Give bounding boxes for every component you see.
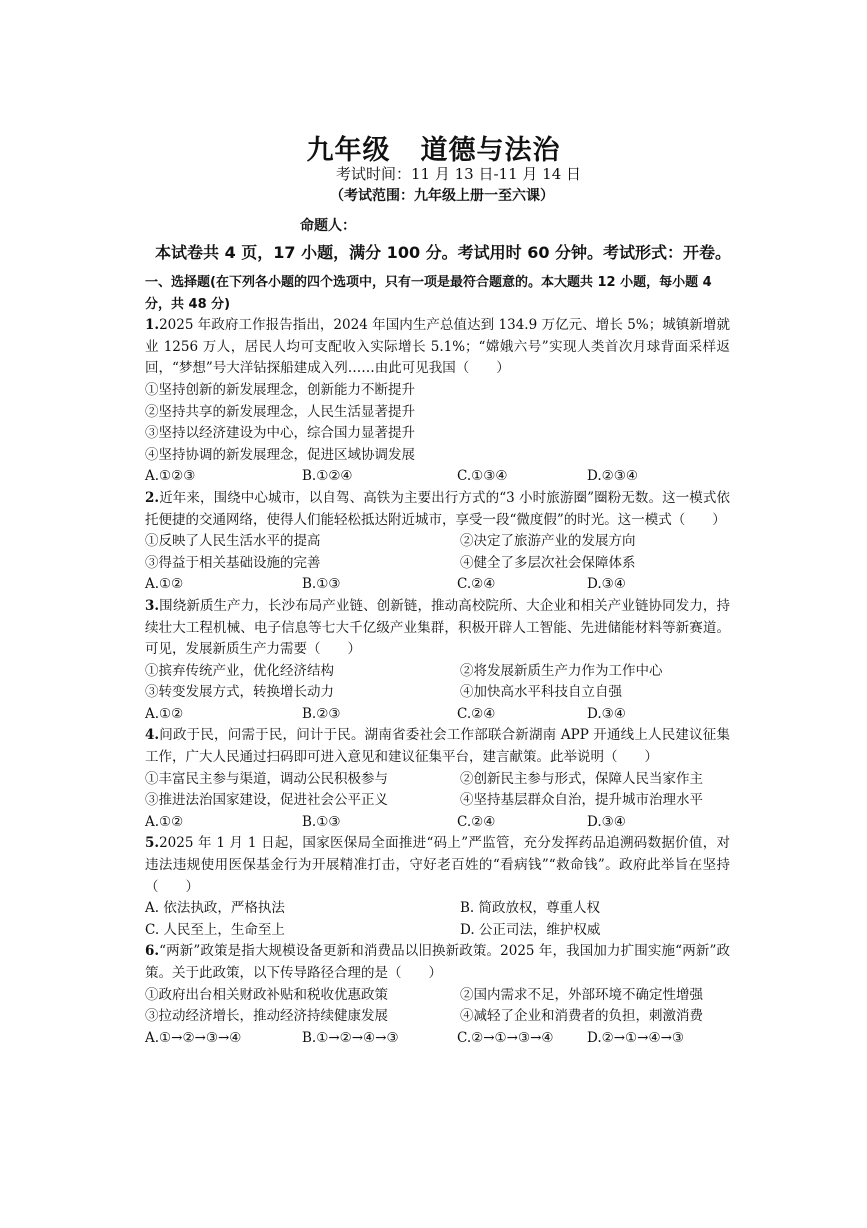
- question-3: [145, 596, 730, 726]
- option-row: [145, 574, 730, 596]
- question-number: 6.: [145, 943, 160, 960]
- option-a: A.①②③: [145, 468, 196, 485]
- question-stem: [145, 488, 730, 531]
- option-c: C.②④: [457, 576, 496, 593]
- question-number: 1.: [145, 317, 160, 334]
- question-number: 3.: [145, 597, 160, 614]
- author-label: 命题人：: [300, 218, 356, 234]
- statement: ③推进法治国家建设，促进社会公平正义: [145, 792, 388, 809]
- question-stem: [145, 833, 730, 898]
- statement-grid: [145, 531, 730, 574]
- option-row: [145, 704, 730, 726]
- question-text: 问政于民，问需于民，问计于民。湖南省委社会工作部联合新湖南 APP 开通线上人民建议征集工作，广大人民通过扫码即可进入意见和建议征集平台，建言献策。此举说明（ ）: [145, 727, 730, 766]
- question-2: [145, 488, 730, 596]
- option-c: C.②④: [457, 813, 496, 830]
- statement: ④加快高水平科技自立自强: [460, 684, 622, 701]
- option-a: A.①②: [145, 576, 184, 593]
- statement: ①摈弃传统产业，优化经济结构: [145, 662, 334, 679]
- option-d: D. 公正司法，维护权威: [460, 921, 601, 938]
- exam-time: 考试时间：11 月 13 日-11 月 14 日: [336, 165, 582, 183]
- option-row: [145, 812, 730, 834]
- option-c: C.②→①→③→④: [457, 1029, 554, 1046]
- question-stem: [145, 315, 730, 380]
- question-text: 2025 年政府工作报告指出，2024 年国内生产总值达到 134.9 万亿元、增长 5%；城镇新增就业 1256 万人，居民人均可支配收入实际增长 5.1%；“嫦娥六号”实现人类首次月球背面采样返回，“梦想”号大洋钻探船建成入列……由此可见我国（ ）: [145, 317, 730, 377]
- question-text: 近年来，围绕中心城市，以自驾、高铁为主要出行方式的“3 小时旅游圈”圈粉无数。这一模式依托便捷的交通网络，使得人们能轻松抵达附近城市，享受一段“微度假”的时光。这一模式（ ）: [145, 489, 730, 528]
- statement: ④坚持基层群众自治，提升城市治理水平: [460, 792, 703, 809]
- option-d: D.②③④: [587, 468, 638, 485]
- statement: ①政府出台相关财政补贴和税收优惠政策: [145, 986, 388, 1003]
- statement: ③坚持以经济建设为中心，综合国力显著提升: [145, 425, 415, 442]
- option-b: B.①②④: [302, 468, 353, 485]
- question-stem: [145, 596, 730, 661]
- option-d: D.③④: [587, 576, 626, 593]
- question-4: [145, 725, 730, 833]
- exam-intro: 本试卷共 4 页，17 小题，满分 100 分。考试用时 60 分钟。考试形式：开卷。: [155, 243, 732, 262]
- option-b: B.①③: [302, 576, 341, 593]
- statement-grid: [145, 661, 730, 704]
- option-c: C.①③④: [457, 468, 508, 485]
- option-row: [145, 466, 730, 488]
- exam-scope: （考试范围：九年级上册一至六课）: [330, 188, 554, 204]
- statement: ①坚持创新的新发展理念，创新能力不断提升: [145, 381, 415, 398]
- question-number: 4.: [145, 727, 160, 744]
- statement: ③转变发展方式，转换增长动力: [145, 684, 334, 701]
- exam-content: [145, 272, 730, 1049]
- option-c: C.②④: [457, 705, 496, 722]
- statement: ④坚持协调的新发展理念，促进区域协调发展: [145, 446, 415, 463]
- section-heading: 一、选择题(在下列各小题的四个选项中，只有一项是最符合题意的。本大题共 12 小题，每小题 4 分，共 48 分): [145, 275, 712, 312]
- question-number: 5.: [145, 835, 160, 852]
- statement: ②决定了旅游产业的发展方向: [460, 533, 636, 550]
- question-number: 2.: [145, 489, 160, 506]
- subject-label: 道德与法治: [420, 135, 561, 166]
- option-d: D.②→①→④→③: [587, 1029, 684, 1046]
- statement: ②将发展新质生产力作为工作中心: [460, 662, 663, 679]
- statement: ④健全了多层次社会保障体系: [460, 554, 636, 571]
- grade-label: 九年级: [306, 135, 391, 166]
- statement: ①反映了人民生活水平的提高: [145, 533, 321, 550]
- option-d: D.③④: [587, 813, 626, 830]
- option-b: B.①③: [302, 813, 341, 830]
- option-a: A.①②: [145, 705, 184, 722]
- option-a: A.①②: [145, 813, 184, 830]
- statement: ②坚持共享的新发展理念，人民生活显著提升: [145, 403, 415, 420]
- option-d: D.③④: [587, 705, 626, 722]
- option-b: B. 简政放权，尊重人权: [460, 900, 601, 917]
- question-5: [145, 833, 730, 941]
- option-b: B.②③: [302, 705, 341, 722]
- option-grid: [145, 898, 730, 941]
- question-text: “两新”政策是指大规模设备更新和消费品以旧换新政策。2025 年，我国加力扩围实施“两新”政策。关于此政策，以下传导路径合理的是（ ）: [145, 943, 730, 981]
- statement: ①丰富民主参与渠道，调动公民积极参与: [145, 770, 388, 787]
- statement-grid: [145, 985, 730, 1028]
- option-row: [145, 1028, 730, 1050]
- option-c: C. 人民至上，生命至上: [145, 921, 285, 938]
- question-stem: [145, 941, 730, 984]
- statement: ③得益于相关基础设施的完善: [145, 554, 321, 571]
- option-a: A. 依法执政，严格执法: [145, 900, 285, 917]
- question-text: 围绕新质生产力，长沙布局产业链、创新链，推动高校院所、大企业和相关产业链协同发力，持续壮大工程机械、电子信息等七大千亿级产业集群，积极开辟人工智能、先进储能材料等新赛道。可见，发展新质生产力需要（ ）: [145, 597, 730, 658]
- option-a: A.①→②→③→④: [145, 1029, 242, 1046]
- statement: ②创新民主参与形式，保障人民当家作主: [460, 770, 703, 787]
- question-1: [145, 315, 730, 488]
- option-b: B.①→②→④→③: [302, 1029, 399, 1046]
- statement: ④减轻了企业和消费者的负担，刺激消费: [460, 1008, 703, 1025]
- statement: ③拉动经济增长，推动经济持续健康发展: [145, 1008, 388, 1025]
- statement: ②国内需求不足，外部环境不确定性增强: [460, 986, 703, 1003]
- exam-title: [0, 128, 867, 167]
- statement-grid: [145, 769, 730, 812]
- question-text: 2025 年 1 月 1 日起，国家医保局全面推进“码上”严监管，充分发挥药品追溯码数据价值，对违法违规使用医保基金行为开展精准打击，守好老百姓的“看病钱”“救命钱”。政府此举旨在坚持（ ）: [145, 835, 730, 895]
- question-stem: [145, 725, 730, 768]
- question-6: [145, 941, 730, 1049]
